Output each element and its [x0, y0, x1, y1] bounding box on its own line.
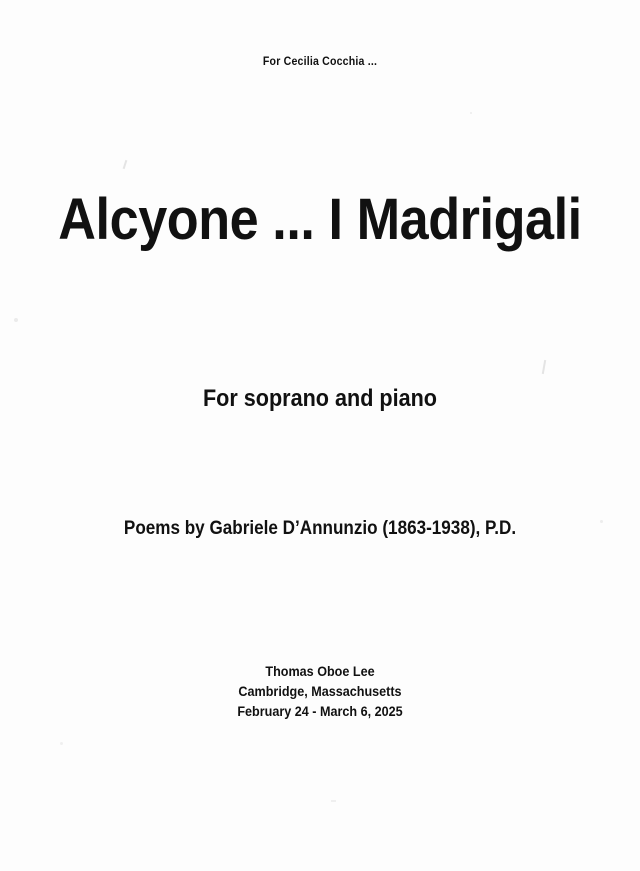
scan-artifact: [470, 112, 472, 114]
scan-artifact: [14, 318, 18, 322]
composition-dates: February 24 - March 6, 2025: [237, 702, 403, 719]
colophon: [32, 662, 608, 722]
scan-artifact: [123, 160, 128, 169]
dedication-line: For Cecilia Cocchia ...: [262, 56, 378, 68]
scan-artifact: [60, 742, 63, 745]
composer-name: Thomas Oboe Lee: [265, 663, 375, 679]
instrumentation-subtitle: For soprano and piano: [202, 385, 437, 412]
poems-credit: Poems by Gabriele D’Annunzio (1863-1938), P.D.: [123, 518, 517, 539]
page-title: Alcyone ... I Madrigali: [58, 187, 582, 252]
scan-artifact: [331, 800, 336, 802]
scan-artifact: [542, 360, 546, 374]
composition-place: Cambridge, Massachusetts: [238, 682, 402, 699]
